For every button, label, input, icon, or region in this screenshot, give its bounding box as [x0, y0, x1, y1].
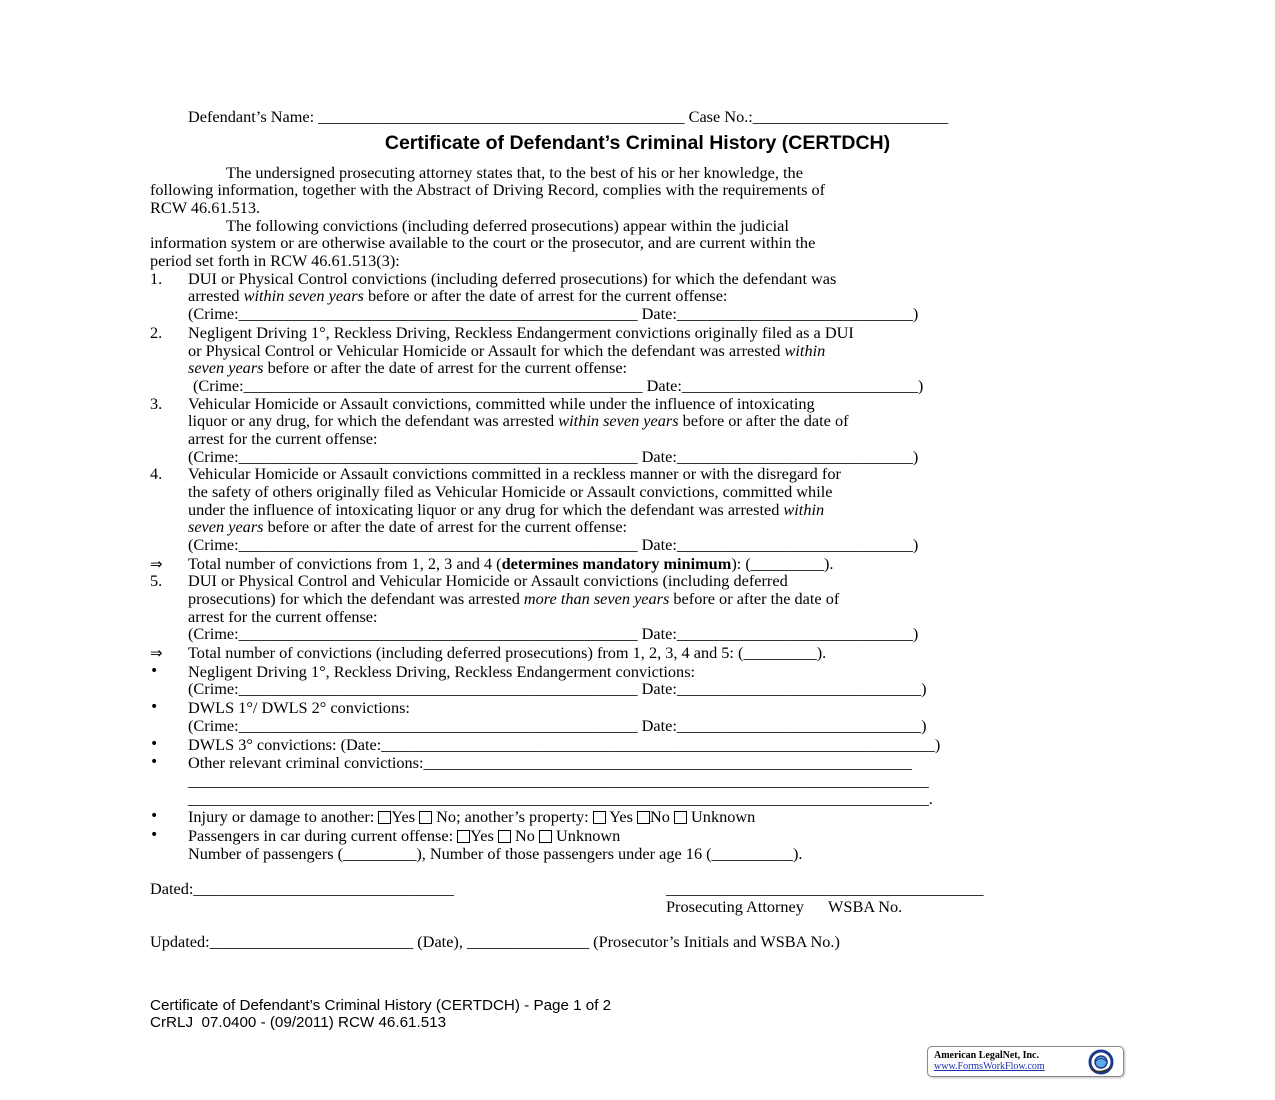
defendant-name-line: Defendant’s Name: _____________________________________________ Case No.:________________________: [188, 107, 949, 126]
property-no-checkbox[interactable]: [637, 811, 650, 824]
updated-field[interactable]: Updated:_________________________ (Date), _______________ (Prosecutor’s Initials and WSBA No.): [150, 932, 840, 951]
passengers-unknown-checkbox[interactable]: [539, 830, 552, 843]
item-5-crime-date-field[interactable]: (Crime:_________________________________________________ Date:_____________________________): [188, 624, 919, 643]
item-2-crime-date-field[interactable]: (Crime:_________________________________________________ Date:_____________________________): [193, 376, 924, 395]
item-2-line-1: Negligent Driving 1°, Reckless Driving, Reckless Endangerment convictions originally filed as a DUI: [188, 323, 854, 342]
bullet-icon: •: [150, 663, 159, 679]
dated-field[interactable]: Dated:________________________________: [150, 879, 454, 898]
item-5-line-2: prosecutions) for which the defendant was arrested more than seven years before or after the date of: [188, 589, 840, 608]
item-4-line-1: Vehicular Homicide or Assault convictions committed in a reckless manner or with the disregard for: [188, 464, 841, 483]
bullet-icon: •: [150, 736, 159, 752]
total-convictions-1-4[interactable]: Total number of convictions from 1, 2, 3 and 4 (determines mandatory minimum): (_________).: [188, 554, 834, 573]
intro-para-2-line-1: The following convictions (including deferred prosecutions) appear within the judicial: [226, 216, 789, 235]
property-unknown-checkbox[interactable]: [674, 811, 687, 824]
other-convictions-line-2[interactable]: ___________________________________________________________________________________________: [188, 771, 929, 790]
passengers-row: Passengers in car during current offense: Yes No Unknown: [188, 826, 621, 845]
total-convictions-1-5[interactable]: Total number of convictions (including deferred prosecutions) from 1, 2, 3, 4 and 5: (_________).: [188, 643, 827, 662]
item-5-number: 5.: [150, 571, 163, 590]
bullet-negligent-crime-date-field[interactable]: (Crime:_________________________________________________ Date:______________________________): [188, 679, 927, 698]
other-convictions-line-3[interactable]: ___________________________________________________________________________________________.: [188, 789, 933, 808]
prosecuting-attorney-label: Prosecuting Attorney WSBA No.: [666, 897, 903, 916]
item-3-number: 3.: [150, 394, 163, 413]
intro-para-1-line-2: following information, together with the Abstract of Driving Record, complies with the requirements of: [150, 180, 826, 199]
item-1-crime-date-field[interactable]: (Crime:_________________________________________________ Date:_____________________________): [188, 304, 919, 323]
prosecutor-signature-line[interactable]: _______________________________________: [666, 879, 984, 898]
bullet-dwls-3-date-field[interactable]: DWLS 3° convictions: (Date:____________________________________________________________________): [188, 735, 941, 754]
item-2-number: 2.: [150, 323, 163, 342]
intro-para-1-line-1: The undersigned prosecuting attorney states that, to the best of his or her knowledge, the: [226, 163, 803, 182]
item-3-line-3: arrest for the current offense:: [188, 429, 378, 448]
item-1-line-2: arrested within seven years before or after the date of arrest for the current offense:: [188, 286, 728, 305]
item-5-line-3: arrest for the current offense:: [188, 607, 378, 626]
item-4-line-4: seven years before or after the date of arrest for the current offense:: [188, 517, 628, 536]
bullet-icon: •: [150, 827, 159, 843]
item-4-number: 4.: [150, 464, 163, 483]
item-3-line-1: Vehicular Homicide or Assault convictions, committed while under the influence of intoxicating: [188, 394, 815, 413]
intro-para-2-line-3: period set forth in RCW 46.61.513(3):: [150, 251, 400, 270]
injury-yes-checkbox[interactable]: [378, 811, 391, 824]
globe-icon: [1088, 1049, 1114, 1075]
bullet-icon: •: [150, 808, 159, 824]
bullet-negligent-driving: Negligent Driving 1°, Reckless Driving, Reckless Endangerment convictions:: [188, 662, 696, 681]
item-5-line-1: DUI or Physical Control and Vehicular Homicide or Assault convictions (including deferred: [188, 571, 788, 590]
logo-url-link[interactable]: www.FormsWorkFlow.com: [934, 1061, 1045, 1072]
bullet-icon: •: [150, 754, 159, 770]
item-3-line-2: liquor or any drug, for which the defendant was arrested within seven years before or after the date of: [188, 411, 849, 430]
property-yes-checkbox[interactable]: [593, 811, 606, 824]
item-1-number: 1.: [150, 269, 163, 288]
passengers-no-checkbox[interactable]: [498, 830, 511, 843]
footer-title: Certificate of Defendant’s Criminal History (CERTDCH) - Page 1 of 2: [150, 997, 612, 1014]
item-4-line-3: under the influence of intoxicating liquor or any drug for which the defendant was arrested within: [188, 500, 825, 519]
american-legalnet-logo[interactable]: [927, 1046, 1124, 1077]
form-title: Certificate of Defendant’s Criminal History (CERTDCH): [384, 132, 891, 154]
item-4-line-2: the safety of others originally filed as Vehicular Homicide or Assault convictions, committed while: [188, 482, 833, 501]
bullet-dwls-crime-date-field[interactable]: (Crime:_________________________________________________ Date:______________________________): [188, 716, 927, 735]
bullet-dwls-1-2: DWLS 1°/ DWLS 2° convictions:: [188, 698, 410, 717]
footer-form-code: CrRLJ 07.0400 - (09/2011) RCW 46.61.513: [150, 1014, 447, 1031]
injury-damage-row: Injury or damage to another: Yes No; another’s property: Yes No Unknown: [188, 807, 756, 826]
item-2-line-3: seven years before or after the date of arrest for the current offense:: [188, 358, 628, 377]
bullet-icon: •: [150, 699, 159, 715]
injury-no-checkbox[interactable]: [419, 811, 432, 824]
right-arrow-icon: ⇒: [150, 555, 163, 573]
item-4-crime-date-field[interactable]: (Crime:_________________________________________________ Date:_____________________________): [188, 535, 919, 554]
bullet-other-convictions-field[interactable]: Other relevant criminal convictions:____________________________________________________________: [188, 753, 912, 772]
item-3-crime-date-field[interactable]: (Crime:_________________________________________________ Date:_____________________________): [188, 447, 919, 466]
logo-company-name: American LegalNet, Inc.: [934, 1050, 1039, 1061]
right-arrow-icon: ⇒: [150, 644, 163, 662]
intro-para-2-line-2: information system or are otherwise available to the court or the prosecutor, and are current within the: [150, 233, 816, 252]
number-of-passengers-field[interactable]: Number of passengers (_________), Number of those passengers under age 16 (__________).: [188, 844, 803, 863]
passengers-yes-checkbox[interactable]: [457, 830, 470, 843]
intro-para-1-line-3: RCW 46.61.513.: [150, 198, 261, 217]
item-2-line-2: or Physical Control or Vehicular Homicide or Assault for which the defendant was arrested within: [188, 341, 826, 360]
item-1-line-1: DUI or Physical Control convictions (including deferred prosecutions) for which the defendant was: [188, 269, 837, 288]
